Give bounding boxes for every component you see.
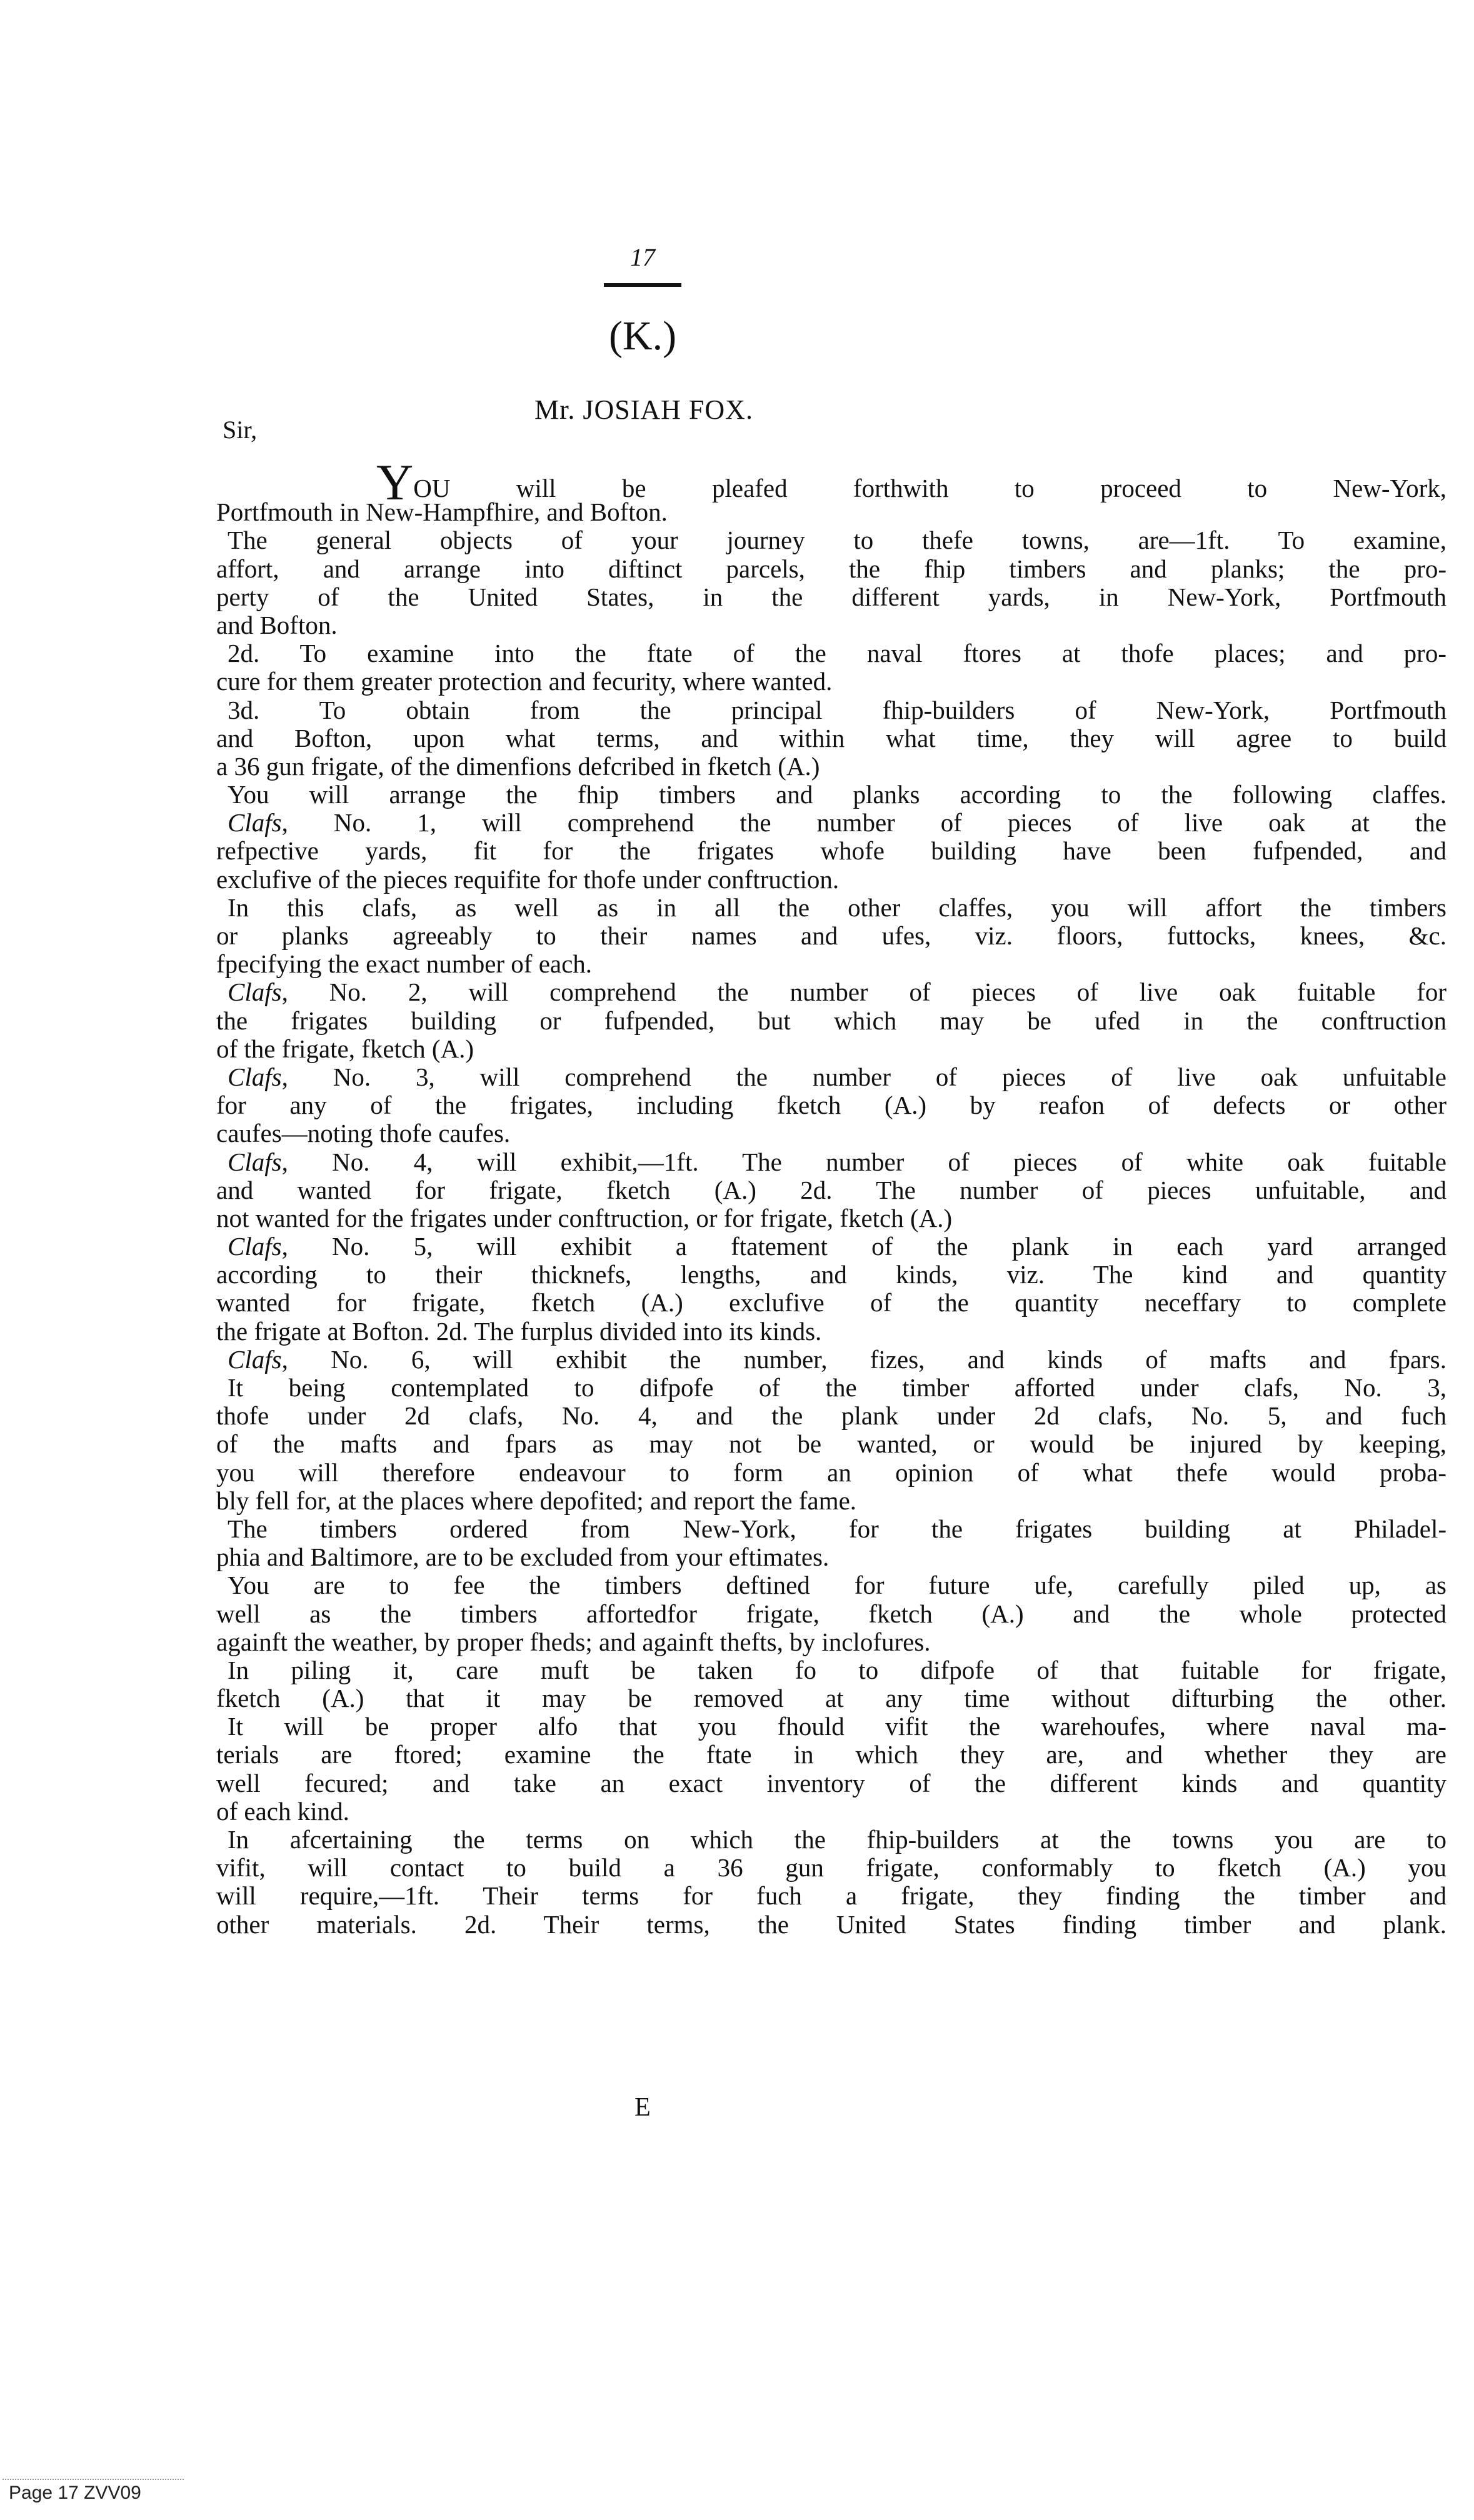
text-line bbox=[216, 1684, 1446, 1712]
page-stamp: Page 17 ZVV09 bbox=[9, 2482, 141, 2503]
line-text: 2d. To examine into the ftate of the naval ftores at thofe places; and pro- bbox=[228, 639, 1446, 668]
line-text: , No. 4, will exhibit,—1ft. The number of pieces of white oak fuitable bbox=[281, 1147, 1446, 1176]
line-text: phia and Baltimore, are to be excluded from your eftimates. bbox=[216, 1542, 830, 1572]
line-text: terials are ftored; examine the ftate in which they are, and whether they are bbox=[216, 1740, 1446, 1769]
line-text: , No. 2, will comprehend the number of pieces of live oak fuitable for bbox=[281, 978, 1446, 1007]
text-line bbox=[216, 1402, 1446, 1430]
line-text: other materials. 2d. Their terms, the United States finding timber and plank. bbox=[216, 1909, 1446, 1939]
text-line bbox=[216, 1628, 1446, 1656]
line-text: of the mafts and fpars as may not be wanted, or would be injured by keeping, bbox=[216, 1429, 1446, 1459]
line-text: cure for them greater protection and fecurity, where wanted. bbox=[216, 667, 833, 696]
line-text: OU will be pleafed forthwith to proceed to New-York, bbox=[413, 474, 1446, 502]
line-text: for any of the frigates, including fketch (A.) by reafon of defects or other bbox=[216, 1091, 1446, 1120]
text-line bbox=[216, 696, 1446, 724]
text-line bbox=[216, 1911, 1446, 1939]
text-line bbox=[216, 1571, 1446, 1599]
text-line bbox=[216, 1826, 1446, 1854]
text-line bbox=[216, 1318, 1446, 1346]
text-line bbox=[216, 611, 1446, 639]
text-line bbox=[216, 1289, 1446, 1317]
line-text: refpective yards, fit for the frigates whofe building have been fufpended, and bbox=[216, 836, 1446, 866]
line-text: , No. 3, will comprehend the number of pieces of live oak unfuitable bbox=[281, 1062, 1446, 1091]
line-text: It will be proper alfo that you fhould vifit the warehoufes, where naval ma- bbox=[228, 1712, 1446, 1741]
text-line bbox=[216, 1232, 1446, 1261]
class-label: Clafs bbox=[228, 978, 282, 1007]
text-line bbox=[216, 1261, 1446, 1289]
line-text: and wanted for frigate, fketch (A.) 2d. The number of pieces unfuitable, and bbox=[216, 1175, 1446, 1204]
text-line bbox=[216, 1091, 1446, 1119]
text-line bbox=[216, 1035, 1446, 1063]
text-line bbox=[216, 1487, 1446, 1515]
line-text: Portfmouth in New-Hampfhire, and Bofton. bbox=[216, 498, 668, 527]
line-text: the frigates building or fufpended, but which may be ufed in the conftruction bbox=[216, 1006, 1446, 1035]
line-text: bly fell for, at the places where depofited; and report the fame. bbox=[216, 1486, 857, 1515]
text-line bbox=[216, 1712, 1446, 1741]
text-line bbox=[216, 668, 1446, 696]
line-text: exclufive of the pieces requifite for thofe under conftruction. bbox=[216, 864, 840, 894]
line-text: fketch (A.) that it may be removed at any time without difturbing the other. bbox=[216, 1684, 1446, 1713]
text-line bbox=[216, 1346, 1446, 1374]
class-label: Clafs bbox=[228, 1344, 282, 1374]
text-line bbox=[216, 1656, 1446, 1684]
text-line bbox=[216, 1769, 1446, 1798]
line-text: affort, and arrange into diftinct parcels, the fhip timbers and planks; the pro- bbox=[216, 554, 1446, 583]
text-line bbox=[216, 583, 1446, 611]
line-text: The timbers ordered from New-York, for the frigates building at Philadel- bbox=[228, 1514, 1446, 1543]
text-line bbox=[216, 809, 1446, 837]
line-text: will require,—1ft. Their terms for fuch a frigate, they finding the timber and bbox=[216, 1881, 1446, 1911]
line-text: you will therefore endeavour to form an opinion of what thefe would proba- bbox=[216, 1458, 1446, 1487]
text-line bbox=[216, 1882, 1446, 1910]
line-text: perty of the United States, in the different yards, in New-York, Portfmouth bbox=[216, 582, 1446, 611]
text-line bbox=[216, 1204, 1446, 1232]
text-line bbox=[216, 837, 1446, 865]
text-line bbox=[216, 1854, 1446, 1882]
line-text: , No. 5, will exhibit a ftatement of the plank in each yard arranged bbox=[281, 1232, 1446, 1261]
line-text: You will arrange the fhip timbers and planks according to the following claffes. bbox=[228, 780, 1446, 809]
line-text: of the frigate, fketch (A.) bbox=[216, 1034, 474, 1063]
text-line bbox=[216, 866, 1446, 894]
text-line bbox=[216, 454, 1446, 511]
line-text: The general objects of your journey to thefe towns, are—1ft. To examine, bbox=[228, 526, 1446, 555]
line-text: or planks agreeably to their names and ufes, viz. floors, futtocks, knees, &c. bbox=[216, 921, 1446, 950]
line-text: and Bofton. bbox=[216, 610, 338, 639]
text-line bbox=[216, 1374, 1446, 1402]
line-text: according to their thicknefs, lengths, and kinds, viz. The kind and quantity bbox=[216, 1260, 1446, 1289]
class-label: Clafs bbox=[228, 1232, 282, 1261]
line-text: the frigate at Bofton. 2d. The furplus divided into its kinds. bbox=[216, 1316, 822, 1346]
text-line bbox=[216, 1600, 1446, 1628]
line-text: In this clafs, as well as in all the other claffes, you will affort the timbers bbox=[228, 892, 1446, 922]
text-line bbox=[216, 1430, 1446, 1458]
line-text: and Bofton, upon what terms, and within what time, they will agree to build bbox=[216, 723, 1446, 752]
line-text: caufes—noting thofe caufes. bbox=[216, 1119, 511, 1148]
addressee-heading: Mr. JOSIAH FOX. bbox=[534, 394, 753, 425]
text-line bbox=[216, 724, 1446, 752]
line-text: a 36 gun frigate, of the dimenfions defcribed in fketch (A.) bbox=[216, 751, 820, 781]
header-rule bbox=[604, 283, 681, 287]
line-text: In piling it, care muft be taken fo to difpofe of that fuitable for frigate, bbox=[228, 1655, 1446, 1684]
line-text: 3d. To obtain from the principal fhip-builders of New-York, Portfmouth bbox=[228, 695, 1446, 724]
line-text: It being contemplated to difpofe of the timber afforted under clafs, No. 3, bbox=[228, 1373, 1446, 1402]
line-text: well as the timbers affortedfor frigate, fketch (A.) and the whole protected bbox=[216, 1599, 1446, 1628]
line-text: vifit, will contact to build a 36 gun frigate, conformably to fketch (A.) you bbox=[216, 1853, 1446, 1882]
scan-noise bbox=[3, 2479, 184, 2481]
text-line bbox=[216, 894, 1446, 922]
line-text: not wanted for the frigates under conftruction, or for frigate, fketch (A.) bbox=[216, 1203, 953, 1232]
line-text: In afcertaining the terms on which the fhip-builders at the towns you are to bbox=[228, 1825, 1446, 1854]
salutation: Sir, bbox=[223, 416, 258, 444]
text-line bbox=[216, 950, 1446, 978]
class-label: Clafs bbox=[228, 1147, 282, 1176]
line-text: of each kind. bbox=[216, 1796, 349, 1826]
text-line bbox=[216, 1515, 1446, 1543]
text-line bbox=[216, 1007, 1446, 1035]
text-line bbox=[216, 639, 1446, 668]
class-label: Clafs bbox=[228, 808, 282, 838]
line-text: , No. 6, will exhibit the number, fizes, and kinds of mafts and fpars. bbox=[281, 1344, 1446, 1374]
text-line bbox=[216, 922, 1446, 950]
text-line bbox=[216, 1459, 1446, 1487]
section-label: (K.) bbox=[608, 313, 677, 359]
drop-cap: Y bbox=[376, 454, 414, 511]
line-text: fpecifying the exact number of each. bbox=[216, 949, 593, 979]
line-text: well fecured; and take an exact inventory of the different kinds and quantity bbox=[216, 1768, 1446, 1798]
text-line bbox=[216, 1119, 1446, 1148]
text-line bbox=[216, 1543, 1446, 1571]
line-text: , No. 1, will comprehend the number of pieces of live oak at the bbox=[281, 808, 1446, 838]
letter-body bbox=[216, 454, 1446, 1939]
text-line bbox=[216, 526, 1446, 554]
line-text: thofe under 2d clafs, No. 4, and the plank under 2d clafs, No. 5, and fuch bbox=[216, 1401, 1446, 1431]
text-line bbox=[216, 978, 1446, 1006]
text-line bbox=[216, 1176, 1446, 1204]
text-line bbox=[216, 555, 1446, 583]
class-label: Clafs bbox=[228, 1062, 282, 1091]
line-text: You are to fee the timbers deftined for future ufe, carefully piled up, as bbox=[228, 1571, 1446, 1600]
line-text: wanted for frigate, fketch (A.) exclufive of the quantity neceffary to complete bbox=[216, 1288, 1446, 1318]
text-line bbox=[216, 752, 1446, 781]
text-line bbox=[216, 1148, 1446, 1176]
text-line bbox=[216, 1741, 1446, 1769]
text-line bbox=[216, 781, 1446, 809]
page-number: 17 bbox=[630, 243, 655, 271]
text-line bbox=[216, 1063, 1446, 1091]
text-line bbox=[216, 1798, 1446, 1826]
signature-mark: E bbox=[634, 2093, 651, 2122]
line-text: againft the weather, by proper fheds; and againft thefts, by inclofures. bbox=[216, 1627, 931, 1656]
